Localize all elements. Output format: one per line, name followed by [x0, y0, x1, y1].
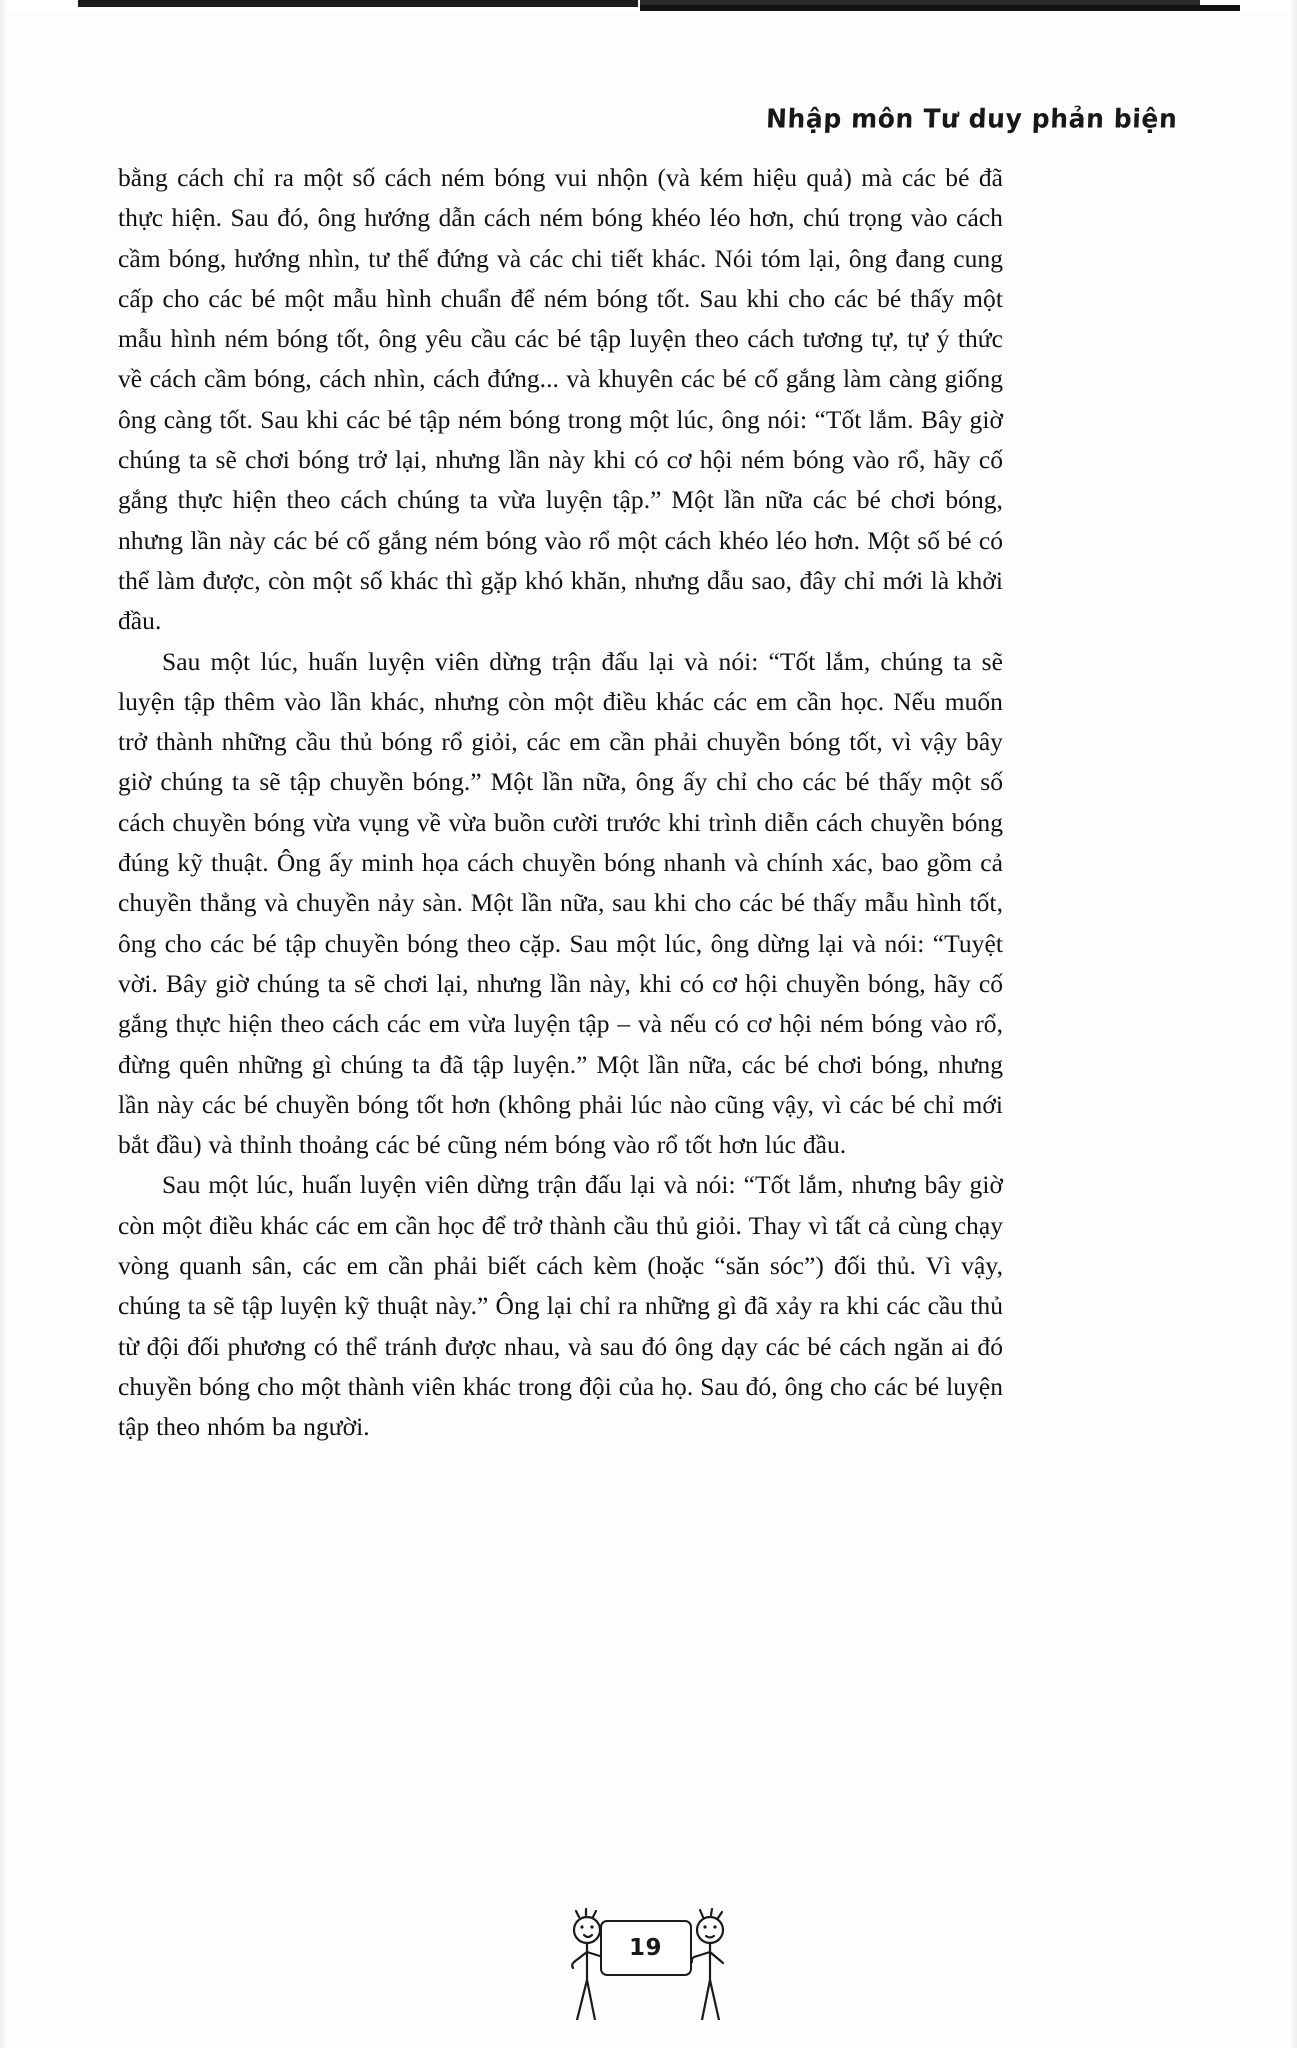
paragraph-1: bằng cách chỉ ra một số cách ném bóng vui nhộn (và kém hiệu quả) mà các bé đã thực hiện. Sau đó, ông hướng dẫn cách ném bóng khéo léo hơn, chú trọng vào cách cầm bóng, hướng nhìn, tư thế đứng và các chi tiết khác. Nói tóm lại, ông đang cung cấp cho các bé một mẫu hình chuẩn để ném bóng tốt. Sau khi cho các bé thấy một mẫu hình ném bóng tốt, ông yêu cầu các bé tập luyện theo cách tương tự, tự ý thức về cách cầm bóng, cách nhìn, cách đứng... và khuyên các bé cố gắng làm càng giống ông càng tốt. Sau khi các bé tập ném bóng trong một lúc, ông nói: “Tốt lắm. Bây giờ chúng ta sẽ chơi bóng trở lại, nhưng lần này khi có cơ hội ném bóng vào rổ, hãy cố gắng thực hiện theo cách chúng ta vừa luyện tập.” Một lần nữa các bé chơi bóng, nhưng lần này các bé cố gắng ném bóng vào rổ một cách khéo léo hơn. Một số bé có thể làm được, còn một số khác thì gặp khó khăn, nhưng dẫu sao, đây chỉ mới là khởi đầu. [118, 163, 1003, 636]
stick-figure-right-icon [680, 1908, 740, 2020]
scan-edge-artifact-left [0, 0, 8, 2048]
body-text-column [118, 158, 1003, 1448]
scan-edge-artifact-right [1289, 0, 1297, 2048]
page-footer-illustration [564, 1908, 734, 2038]
scan-edge-artifact-top-secondary [640, 5, 1240, 11]
page-footer [0, 1908, 1297, 2038]
running-header: Nhập môn Tư duy phản biện [765, 103, 1178, 134]
page-number: 19 [628, 1935, 662, 1961]
paragraph-3: Sau một lúc, huấn luyện viên dừng trận đấu lại và nói: “Tốt lắm, nhưng bây giờ còn một điều khác các em cần học để trở thành cầu thủ giỏi. Thay vì tất cả cùng chạy vòng quanh sân, các em cần phải biết cách kèm (hoặc “săn sóc”) đối thủ. Vì vậy, chúng ta sẽ tập luyện kỹ thuật này.” Ông lại chỉ ra những gì đã xảy ra khi các cầu thủ từ đội đối phương có thể tránh được nhau, và sau đó ông dạy các bé cách ngăn ai đó chuyền bóng cho một thành viên khác trong đội của họ. Sau đó, ông cho các bé luyện tập theo nhóm ba người. [118, 1170, 1003, 1442]
paragraph-2: Sau một lúc, huấn luyện viên dừng trận đấu lại và nói: “Tốt lắm, chúng ta sẽ luyện tập thêm vào lần khác, nhưng còn một điều khác các em cần học. Nếu muốn trở thành những cầu thủ bóng rổ giỏi, các em cần phải chuyền bóng tốt, vì vậy bây giờ chúng ta sẽ tập chuyền bóng.” Một lần nữa, ông ấy chỉ cho các bé thấy một số cách chuyền bóng vừa vụng về vừa buồn cười trước khi trình diễn cách chuyền bóng đúng kỹ thuật. Ông ấy minh họa cách chuyền bóng nhanh và chính xác, bao gồm cả chuyền thẳng và chuyền nảy sàn. Một lần nữa, sau khi cho các bé thấy mẫu hình tốt, ông cho các bé tập chuyền bóng theo cặp. Sau một lúc, ông dừng lại và nói: “Tuyệt vời. Bây giờ chúng ta sẽ chơi lại, nhưng lần này, khi có cơ hội chuyền bóng, hãy cố gắng thực hiện theo cách các em vừa luyện tập – và nếu có cơ hội ném bóng vào rổ, đừng quên những gì chúng ta đã tập luyện.” Một lần nữa, các bé chơi bóng, nhưng lần này các bé chuyền bóng tốt hơn (không phải lúc nào cũng vậy, vì các bé chỉ mới bắt đầu) và thỉnh thoảng các bé cũng ném bóng vào rổ tốt hơn lúc đầu. [118, 646, 1003, 1160]
